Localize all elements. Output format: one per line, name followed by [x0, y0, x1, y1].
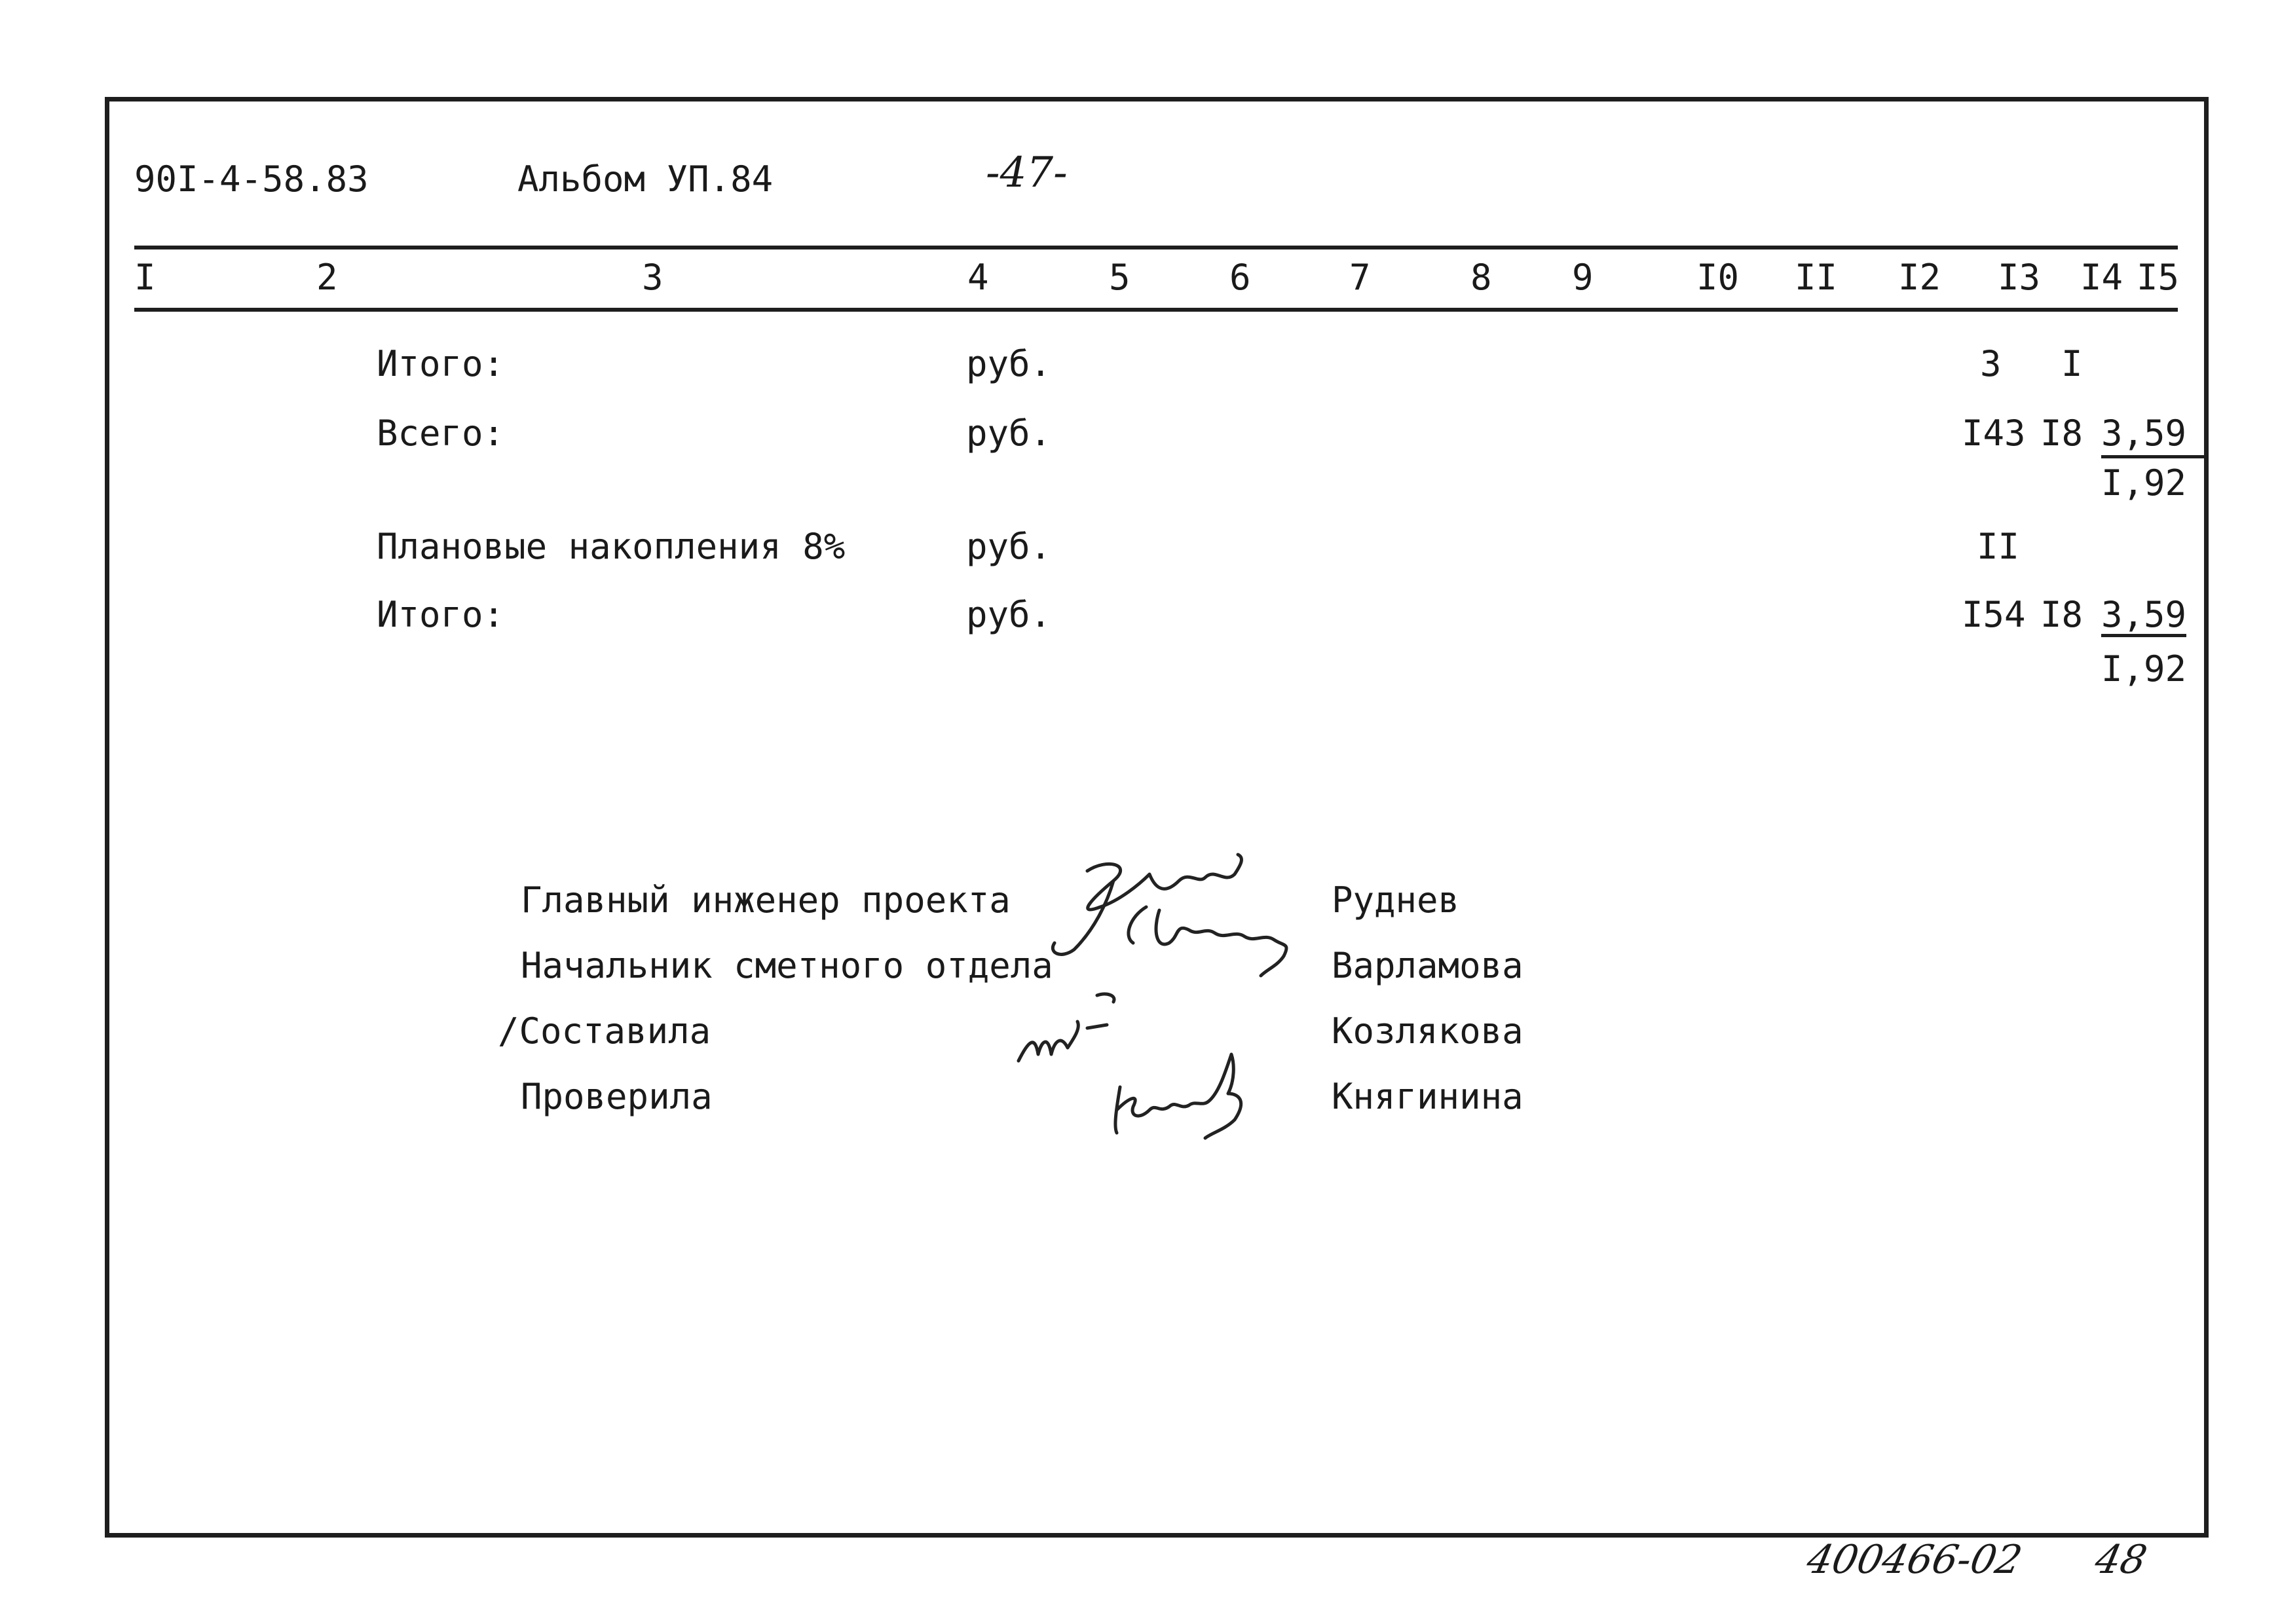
row-col15: 3,59	[2101, 597, 2186, 637]
row-col13: I43	[1962, 413, 2026, 454]
column-header: 3	[642, 257, 663, 298]
row-col13: I54	[1962, 594, 2026, 635]
row-unit: руб.	[966, 594, 1052, 635]
signature-name: Козлякова	[1332, 1010, 1523, 1052]
column-header: 2	[316, 257, 338, 298]
column-header: I5	[2137, 257, 2180, 298]
column-header: I	[134, 257, 156, 298]
album-title: Альбом УП.84	[517, 158, 774, 200]
handwritten-signatures	[1009, 845, 1343, 1146]
signature-role: Главный инженер проекта	[521, 879, 1011, 921]
column-header: I4	[2080, 257, 2123, 298]
signature-role: /Составила	[498, 1010, 711, 1052]
signature-name: Руднев	[1332, 879, 1460, 921]
row-col15-sub: I,92	[2101, 648, 2187, 690]
column-header: I0	[1696, 257, 1740, 298]
column-header: 5	[1109, 257, 1131, 298]
column-header: I3	[1998, 257, 2041, 298]
row-col15: 3,59	[2101, 416, 2206, 458]
header-top-rule	[134, 246, 2178, 249]
signature-role: Начальник сметного отдела	[521, 945, 1053, 986]
column-header: 8	[1470, 257, 1492, 298]
row-col14: I	[2061, 343, 2083, 384]
row-col14: I8	[2040, 594, 2084, 635]
row-unit: руб.	[966, 413, 1052, 454]
row-label: Итого:	[377, 594, 505, 635]
signature-name: Княгинина	[1332, 1076, 1523, 1117]
column-header: 9	[1572, 257, 1594, 298]
header-bottom-rule	[134, 308, 2178, 312]
signature-role: Проверила	[521, 1076, 713, 1117]
row-label: Всего:	[377, 413, 505, 454]
document-code: 90I-4-58.83	[134, 158, 369, 200]
row-col13: II	[1977, 526, 2020, 567]
row-col15-sub: I,92	[2101, 462, 2187, 504]
page-frame	[105, 97, 2209, 1538]
row-unit: руб.	[966, 526, 1052, 567]
row-label: Плановые накопления 8%	[377, 526, 846, 567]
signature-name: Варламова	[1332, 945, 1523, 986]
column-header: II	[1795, 257, 1838, 298]
footer-sheet-number: 48	[2091, 1537, 2151, 1583]
row-col13: 3	[1980, 343, 2002, 384]
row-col14: I8	[2040, 413, 2084, 454]
column-header: 7	[1349, 257, 1371, 298]
column-header: 6	[1229, 257, 1251, 298]
column-header: 4	[967, 257, 989, 298]
page-number: -47-	[986, 149, 1068, 197]
row-unit: руб.	[966, 343, 1052, 384]
row-label: Итого:	[377, 343, 505, 384]
footer-document-number: 400466-02	[1803, 1537, 2027, 1583]
column-header: I2	[1898, 257, 1941, 298]
